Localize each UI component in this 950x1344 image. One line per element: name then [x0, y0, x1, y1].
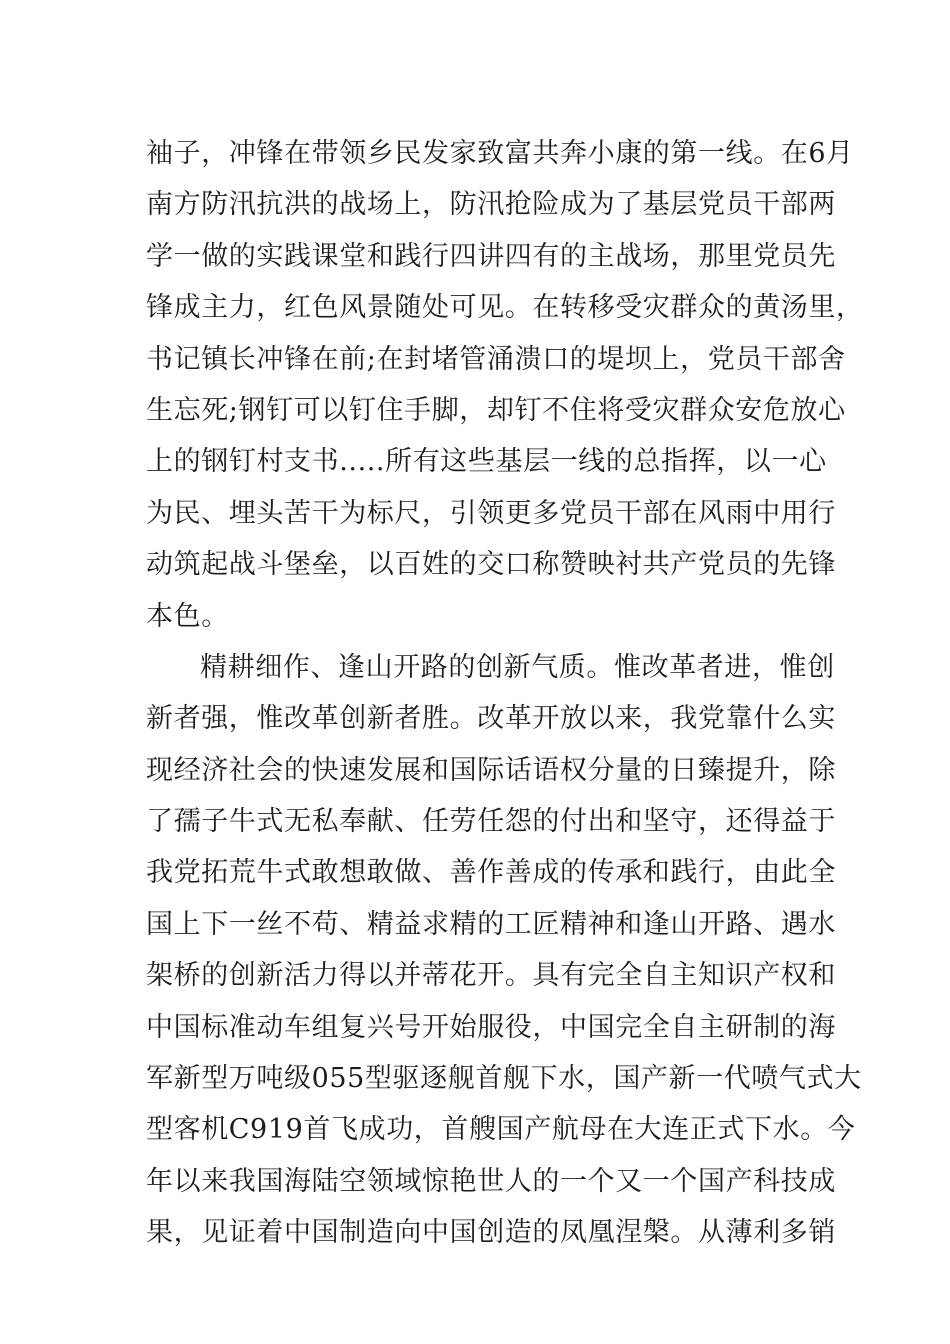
text-line: 袖子，冲锋在带领乡民发家致富共奔小康的第一线。在6月 [146, 138, 854, 169]
text-line: 果，见证着中国制造向中国创造的凤凰涅槃。从薄利多销 [146, 1217, 836, 1249]
text-line: 新者强，惟改革创新者胜。改革开放以来，我党靠什么实 [146, 703, 836, 735]
text-line: 生忘死;钢钉可以钉住手脚，却钉不住将受灾群众安危放心 [146, 394, 846, 426]
text-line: 书记镇长冲锋在前;在封堵管涌溃口的堤坝上，党员干部舍 [146, 343, 846, 375]
text-line: 上的钢钉村支书.....所有这些基层一线的总指挥，以一心 [146, 446, 827, 478]
text-line: 中国标准动车组复兴号开始服役，中国完全自主研制的海 [146, 1011, 836, 1043]
text-line: 架桥的创新活力得以并蒂花开。具有完全自主知识产权和 [146, 960, 836, 992]
text-line: 我党拓荒牛式敢想敢做、善作善成的传承和践行，由此全 [146, 857, 836, 889]
text-line: 动筑起战斗堡垒，以百姓的交口称赞映衬共产党员的先锋 [146, 549, 836, 581]
text-line: 锋成主力，红色风景随处可见。在转移受灾群众的黄汤里， [146, 292, 864, 324]
text-line: 了孺子牛式无私奉献、任劳任怨的付出和坚守，还得益于 [146, 806, 836, 838]
text-line: 年以来我国海陆空领域惊艳世人的一个又一个国产科技成 [146, 1165, 836, 1197]
text-line: 型客机C919首飞成功，首艘国产航母在大连正式下水。今 [146, 1114, 856, 1146]
text-line: 南方防汛抗洪的战场上，防汛抢险成为了基层党员干部两 [146, 189, 836, 221]
text-line: 为民、埋头苦干为标尺，引领更多党员干部在风雨中用行 [146, 497, 836, 529]
text-line: 学一做的实践课堂和践行四讲四有的主战场，那里党员先 [146, 240, 836, 272]
text-line: 本色。 [146, 600, 229, 632]
paragraph-first-line: 精耕细作、逢山开路的创新气质。惟改革者进，惟创 [200, 651, 835, 683]
text-line: 军新型万吨级055型驱逐舰首舰下水，国产新一代喷气式大 [146, 1063, 862, 1095]
text-line: 现经济社会的快速发展和国际话语权分量的日臻提升，除 [146, 754, 836, 786]
text-line: 国上下一丝不苟、精益求精的工匠精神和逢山开路、遇水 [146, 908, 836, 940]
body-text [146, 128, 864, 1259]
